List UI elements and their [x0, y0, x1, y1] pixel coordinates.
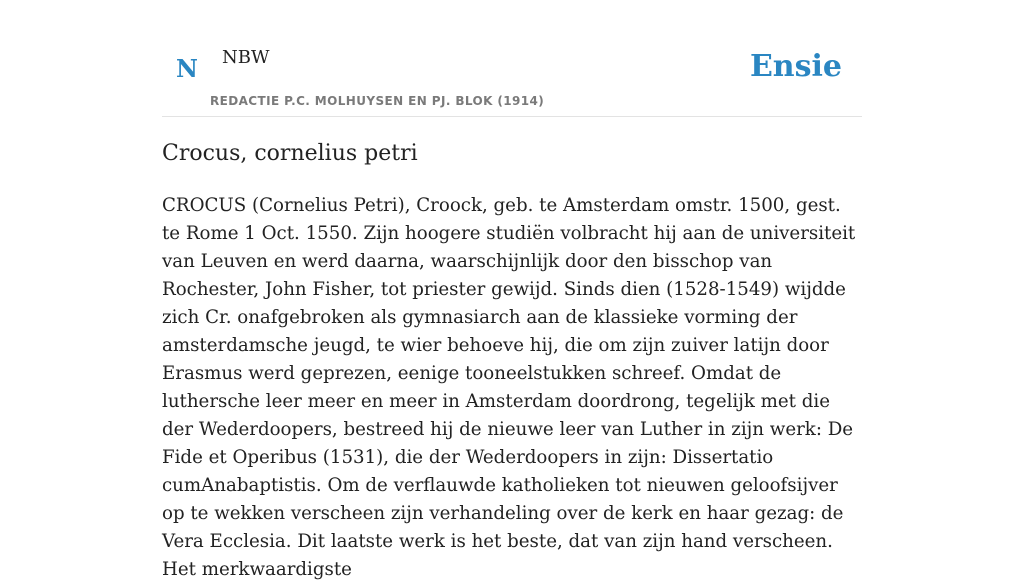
brand-logo[interactable]: Ensie — [749, 49, 842, 84]
source-subtitle: REDACTIE P.C. MOLHUYSEN EN PJ. BLOK (1914) — [210, 94, 545, 108]
article-title: Crocus, cornelius petri — [162, 141, 418, 166]
source-name[interactable]: NBW — [222, 47, 270, 68]
source-logo[interactable]: N — [176, 54, 198, 83]
site-header — [162, 0, 862, 117]
article-body: CROCUS (Cornelius Petri), Croock, geb. te Amsterdam omstr. 1500, gest. te Rome 1 Oct. 1550. Zijn hoogere studiën volbracht hij aan de universiteit van Leuven en werd daarna, waarschijnlijk door den bisschop van Rochester, John Fisher, tot priester gewijd. Sinds dien (1528-1549) wijdde zich Cr. onafgebroken als gymnasiarch aan de klassieke vorming der amsterdamsche jeugd, te wier behoeve hij, die om zijn zuiver latijn door Erasmus werd geprezen, eenige tooneelstukken schreef. Omdat de luthersche leer meer en meer in Amsterdam doordrong, tegelijk met die der Wederdoopers, bestreed hij de nieuwe leer van Luther in zijn werk: De Fide et Operibus (1531), die der Wederdoopers in zijn: Dissertatio cumAnabaptistis. Om de verflauwde katholieken tot nieuwen geloofsijver op te wekken verscheen zijn verhandeling over de kerk en haar gezag: de Vera Ecclesia. Dit laatste werk is het beste, dat van zijn hand verscheen. Het merkwaardigste — [162, 195, 856, 580]
